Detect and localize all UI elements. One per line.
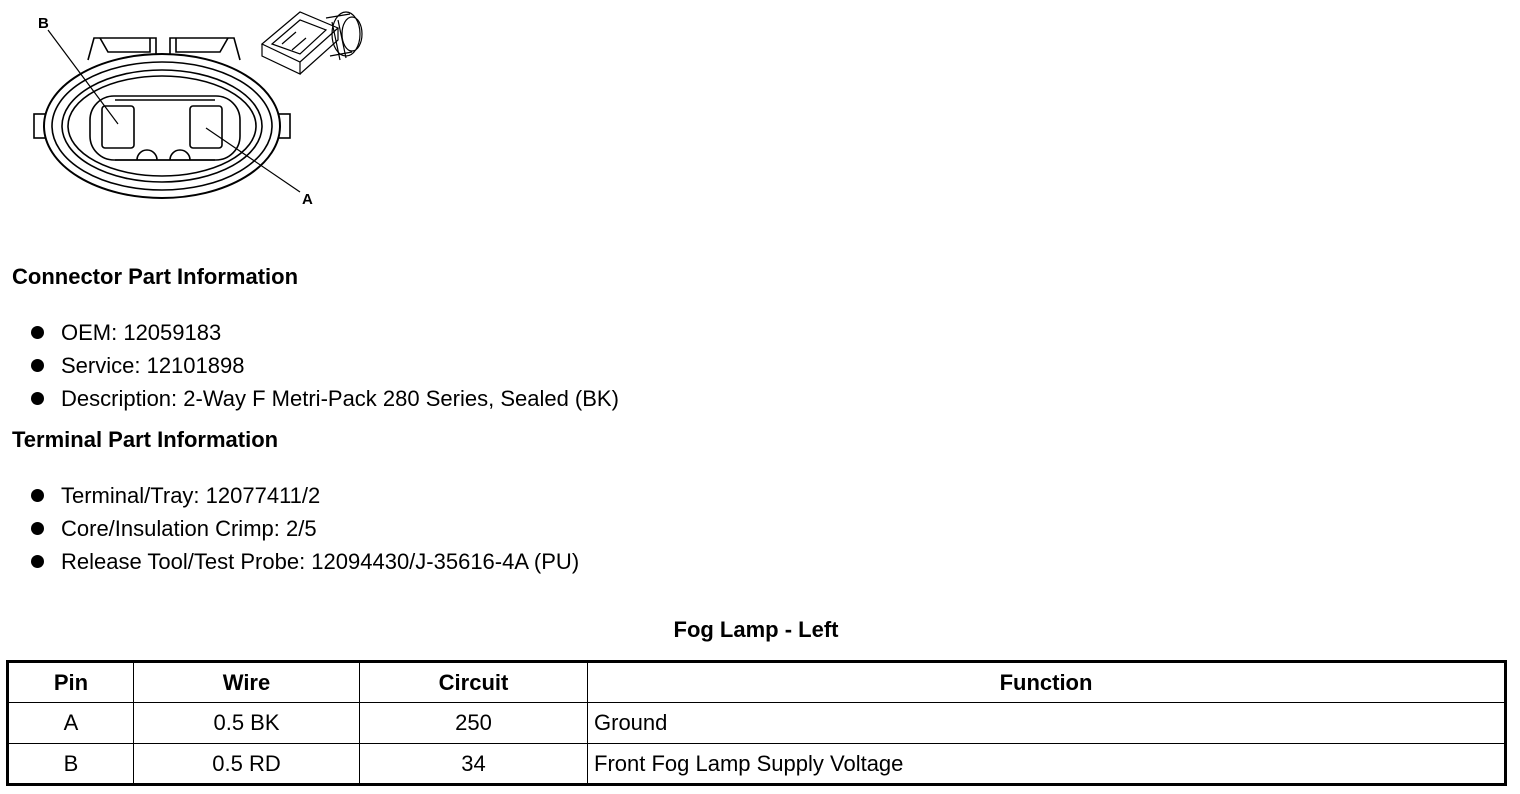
list-item xyxy=(28,382,619,415)
connector-diagram xyxy=(0,0,380,220)
connector-service: Service: 12101898 xyxy=(61,353,245,378)
bullet-icon xyxy=(31,522,44,535)
table-row xyxy=(8,744,1506,785)
connector-info-list xyxy=(28,316,619,415)
pin-a-label: A xyxy=(302,191,313,208)
table-row xyxy=(8,703,1506,744)
cell-circuit: 34 xyxy=(360,744,588,785)
terminal-release-tool: Release Tool/Test Probe: 12094430/J-35616-4A (PU) xyxy=(61,549,580,574)
list-item xyxy=(28,479,579,512)
cell-function: Ground xyxy=(588,703,1506,744)
header-wire: Wire xyxy=(134,662,360,703)
bullet-icon xyxy=(31,489,44,502)
table-header-row xyxy=(8,662,1506,703)
connector-heading: Connector Part Information xyxy=(12,264,299,289)
connector-oem: OEM: 12059183 xyxy=(61,320,222,345)
bullet-icon xyxy=(31,359,44,372)
header-circuit: Circuit xyxy=(360,662,588,703)
pin-b-label: B xyxy=(38,15,49,32)
list-item xyxy=(28,545,579,578)
pin-table xyxy=(6,660,1507,786)
terminal-crimp: Core/Insulation Crimp: 2/5 xyxy=(61,516,317,541)
list-item xyxy=(28,316,619,349)
cell-wire: 0.5 BK xyxy=(134,703,360,744)
bullet-icon xyxy=(31,326,44,339)
list-item xyxy=(28,349,619,382)
bullet-icon xyxy=(31,392,44,405)
header-function: Function xyxy=(588,662,1506,703)
cell-pin: B xyxy=(8,744,134,785)
terminal-tray: Terminal/Tray: 12077411/2 xyxy=(61,483,321,508)
terminal-info-list xyxy=(28,479,579,578)
terminal-heading: Terminal Part Information xyxy=(12,427,279,452)
table-title: Fog Lamp - Left xyxy=(673,617,839,642)
cell-pin: A xyxy=(8,703,134,744)
cell-circuit: 250 xyxy=(360,703,588,744)
cell-wire: 0.5 RD xyxy=(134,744,360,785)
header-pin: Pin xyxy=(8,662,134,703)
list-item xyxy=(28,512,579,545)
connector-description: Description: 2-Way F Metri-Pack 280 Series, Sealed (BK) xyxy=(61,386,619,411)
cell-function: Front Fog Lamp Supply Voltage xyxy=(588,744,1506,785)
bullet-icon xyxy=(31,555,44,568)
